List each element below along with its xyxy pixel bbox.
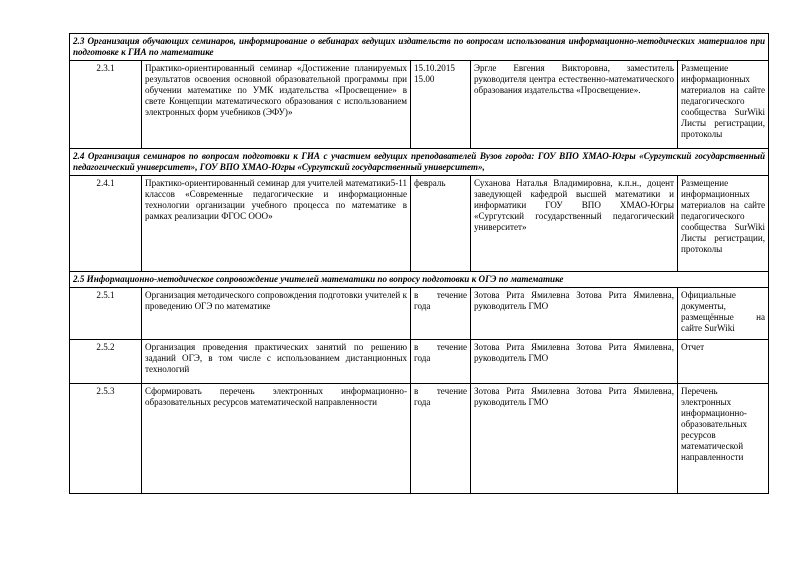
table-section-header-row [70,34,769,61]
row-name-2-4-1: Практико-ориентированный семинар для учителей математики5-11 классов «Современные педагогические и информационные технологии организации учебного процесса по математике в рамках реализации ФГОС ООО» [142,176,411,272]
table-row [70,176,769,272]
row-result-2-5-1: Официальные документы, размещённые на сайте SurWiki [678,288,769,340]
row-responsible-2-5-1: Зотова Рита Ямилевна Зотова Рита Ямилевна, руководитель ГМО [471,288,678,340]
row-name-2-5-3: Сформировать перечень электронных информационно-образовательных ресурсов математической направленности [142,384,411,494]
row-number-2-3-1: 2.3.1 [70,61,142,149]
row-responsible-2-4-1: Суханова Наталья Владимировна, к.п.н., доцент заведующей кафедрой высшей математики и информатики ГОУ ВПО ХМАО-Югры «Сургутский государственный педагогический университет» [471,176,678,272]
activity-plan-table [69,33,769,494]
table-row [70,340,769,384]
table-section-header-row [70,272,769,288]
row-name-2-5-2: Организация проведения практических занятий по решению заданий ОГЭ, в том числе с использованием дистанционных технологий [142,340,411,384]
row-responsible-2-5-3: Зотова Рита Ямилевна Зотова Рита Ямилевна, руководитель ГМО [471,384,678,494]
section-header-2-4: 2.4 Организация семинаров по вопросам подготовки к ГИА с участием ведущих преподавателей Вузов города: ГОУ ВПО ХМАО-Югры «Сургутский государственный педагогический университет», ГОУ ВПО ХМАО-Югры «Сургутский государственный университет», [70,149,769,176]
table-section-header-row [70,149,769,176]
table-row [70,61,769,149]
row-number-2-5-1: 2.5.1 [70,288,142,340]
row-responsible-2-5-2: Зотова Рита Ямилевна Зотова Рита Ямилевна, руководитель ГМО [471,340,678,384]
row-date-2-3-1: 15.10.2015 15.00 [411,61,471,149]
table-row [70,288,769,340]
row-result-2-5-3: Перечень электронных информационно-образовательных ресурсов математической направленности [678,384,769,494]
row-date-2-4-1: февраль [411,176,471,272]
row-date-2-5-1: в течение года [411,288,471,340]
row-number-2-5-2: 2.5.2 [70,340,142,384]
row-responsible-2-3-1: Эргле Евгения Викторовна, заместитель руководителя центра естественно-математического образования издательства «Просвещение». [471,61,678,149]
section-header-2-3: 2.3 Организация обучающих семинаров, информирование о вебинарах ведущих издательств по вопросам использования информационно-методических материалов при подготовке к ГИА по математике [70,34,769,61]
row-date-2-5-3: в течение года [411,384,471,494]
row-result-2-4-1: Размещение информационных материалов на сайте педагогического сообщества SurWiki Листы регистрации, протоколы [678,176,769,272]
row-result-2-5-2: Отчет [678,340,769,384]
section-header-2-5: 2.5 Информационно-методическое сопровождение учителей математики по вопросу подготовки к ОГЭ по математике [70,272,769,288]
row-number-2-5-3: 2.5.3 [70,384,142,494]
row-number-2-4-1: 2.4.1 [70,176,142,272]
row-result-2-3-1: Размещение информационных материалов на сайте педагогического сообщества SurWiki Листы регистрации, протоколы [678,61,769,149]
row-name-2-3-1: Практико-ориентированный семинар «Достижение планируемых результатов освоения основной образовательной программы при обучении математике по УМК издательства «Просвещение» в свете Концепции математического образования с использованием электронных форм учебников (ЭФУ)» [142,61,411,149]
row-date-2-5-2: в течение года [411,340,471,384]
row-name-2-5-1: Организация методического сопровождения подготовки учителей к проведению ОГЭ по математике [142,288,411,340]
table-row [70,384,769,494]
